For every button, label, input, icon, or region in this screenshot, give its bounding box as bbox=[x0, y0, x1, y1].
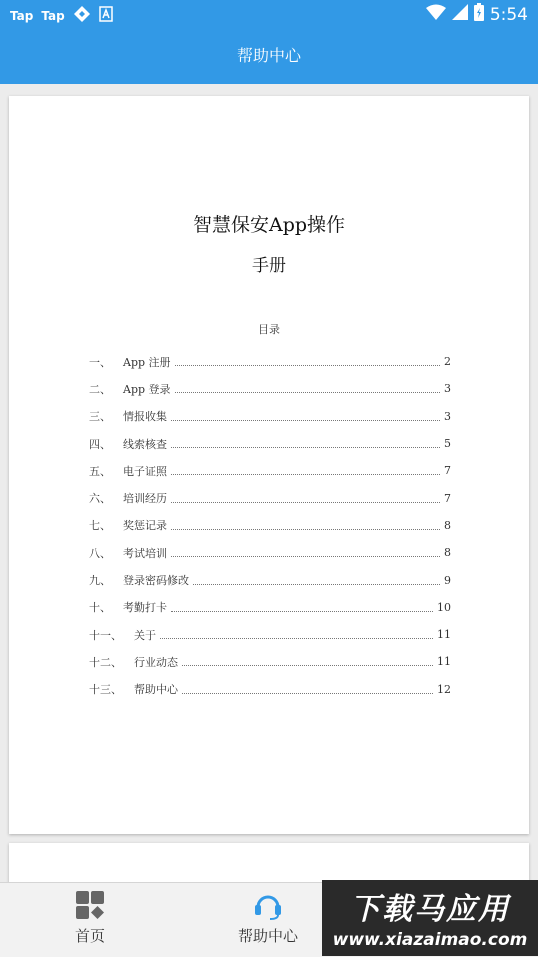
toc-item-label: 情报收集 bbox=[123, 410, 167, 424]
sync-icon bbox=[73, 5, 91, 26]
app-bar bbox=[0, 28, 538, 84]
toc-item[interactable] bbox=[89, 648, 451, 675]
toc-leader-dots bbox=[171, 412, 440, 421]
toc-item-label: 线索核查 bbox=[123, 437, 167, 451]
watermark-url: www.xiazaimao.com bbox=[332, 930, 528, 950]
toc-item-label: 关于 bbox=[134, 628, 156, 642]
toc-item-page: 7 bbox=[444, 491, 451, 505]
toc-leader-dots bbox=[171, 494, 440, 503]
toc-item-page: 11 bbox=[437, 655, 451, 669]
toc-item[interactable] bbox=[89, 676, 451, 703]
taptap-icon: Tap bbox=[10, 8, 34, 23]
toc-leader-dots bbox=[171, 466, 440, 475]
wifi-icon bbox=[426, 4, 446, 25]
toc-item-label: 考勤打卡 bbox=[123, 601, 167, 615]
status-right bbox=[426, 3, 528, 26]
toc-item-number: 一、 bbox=[89, 355, 111, 369]
toc-item[interactable] bbox=[89, 348, 451, 375]
toc-item-page: 12 bbox=[437, 682, 451, 696]
toc-item-number: 十一、 bbox=[89, 628, 122, 642]
toc-item[interactable] bbox=[89, 403, 451, 430]
toc-item[interactable] bbox=[89, 594, 451, 621]
toc-item-number: 九、 bbox=[89, 574, 111, 588]
table-of-contents bbox=[89, 348, 451, 703]
toc-item-page: 8 bbox=[444, 546, 451, 560]
watermark-title: 下载马应用 bbox=[350, 892, 510, 927]
toc-item-number: 六、 bbox=[89, 492, 111, 506]
toc-item-page: 2 bbox=[444, 355, 451, 369]
taptap-icon: Tap bbox=[41, 8, 65, 23]
watermark-logo bbox=[322, 880, 538, 956]
toc-leader-dots bbox=[182, 685, 433, 694]
toc-leader-dots bbox=[171, 521, 440, 530]
font-icon bbox=[99, 6, 113, 25]
toc-item-page: 5 bbox=[444, 437, 451, 451]
toc-item-label: 帮助中心 bbox=[134, 683, 178, 697]
toc-item-number: 八、 bbox=[89, 546, 111, 560]
toc-item-label: 行业动态 bbox=[134, 655, 178, 669]
toc-item-page: 3 bbox=[444, 409, 451, 423]
toc-item-number: 五、 bbox=[89, 464, 111, 478]
document-title: 智慧保安App操作 bbox=[192, 214, 346, 236]
signal-icon bbox=[452, 4, 468, 25]
page-title: 帮助中心 bbox=[236, 46, 301, 65]
toc-item-page: 10 bbox=[437, 600, 451, 614]
toc-leader-dots bbox=[171, 603, 433, 612]
toc-item-label: 电子证照 bbox=[123, 464, 167, 478]
toc-item-page: 8 bbox=[444, 518, 451, 532]
status-bar bbox=[0, 0, 538, 28]
toc-item[interactable] bbox=[89, 484, 451, 511]
toc-item[interactable] bbox=[89, 375, 451, 402]
toc-item-number: 十三、 bbox=[89, 683, 122, 697]
toc-item[interactable] bbox=[89, 566, 451, 593]
toc-item-label: 登录密码修改 bbox=[123, 574, 189, 588]
toc-item-label: App 登录 bbox=[123, 382, 171, 396]
nav-home-label: 首页 bbox=[74, 927, 105, 945]
toc-item-label: App 注册 bbox=[123, 355, 171, 369]
toc-item-page: 3 bbox=[444, 382, 451, 396]
document-subtitle: 手册 bbox=[252, 256, 286, 276]
toc-item-number: 四、 bbox=[89, 437, 111, 451]
status-left bbox=[10, 5, 113, 26]
toc-leader-dots bbox=[171, 548, 440, 557]
toc-item[interactable] bbox=[89, 512, 451, 539]
toc-item-label: 培训经历 bbox=[123, 492, 167, 506]
toc-item[interactable] bbox=[89, 457, 451, 484]
toc-item[interactable] bbox=[89, 539, 451, 566]
toc-item-page: 7 bbox=[444, 464, 451, 478]
toc-item-number: 二、 bbox=[89, 382, 111, 396]
toc-leader-dots bbox=[182, 657, 433, 666]
toc-item[interactable] bbox=[89, 430, 451, 457]
toc-leader-dots bbox=[193, 576, 440, 585]
toc-leader-dots bbox=[175, 357, 440, 366]
toc-item-number: 三、 bbox=[89, 410, 111, 424]
toc-item-number: 七、 bbox=[89, 519, 111, 533]
toc-item-page: 11 bbox=[437, 628, 451, 642]
battery-icon bbox=[474, 3, 484, 26]
toc-heading: 目录 bbox=[258, 323, 280, 336]
headset-icon bbox=[252, 889, 284, 921]
toc-leader-dots bbox=[175, 384, 440, 393]
toc-item-label: 奖惩记录 bbox=[123, 519, 167, 533]
nav-help-center[interactable] bbox=[208, 883, 328, 957]
document-page[interactable] bbox=[9, 96, 529, 834]
toc-item[interactable] bbox=[89, 621, 451, 648]
clock: 5:54 bbox=[489, 4, 528, 25]
toc-leader-dots bbox=[160, 630, 433, 639]
nav-home[interactable] bbox=[30, 883, 150, 957]
toc-item-number: 十、 bbox=[89, 601, 111, 615]
toc-leader-dots bbox=[171, 439, 440, 448]
toc-item-label: 考试培训 bbox=[123, 546, 167, 560]
home-grid-icon bbox=[74, 889, 106, 921]
toc-item-page: 9 bbox=[444, 573, 451, 587]
toc-item-number: 十二、 bbox=[89, 655, 122, 669]
nav-help-label: 帮助中心 bbox=[237, 927, 298, 945]
